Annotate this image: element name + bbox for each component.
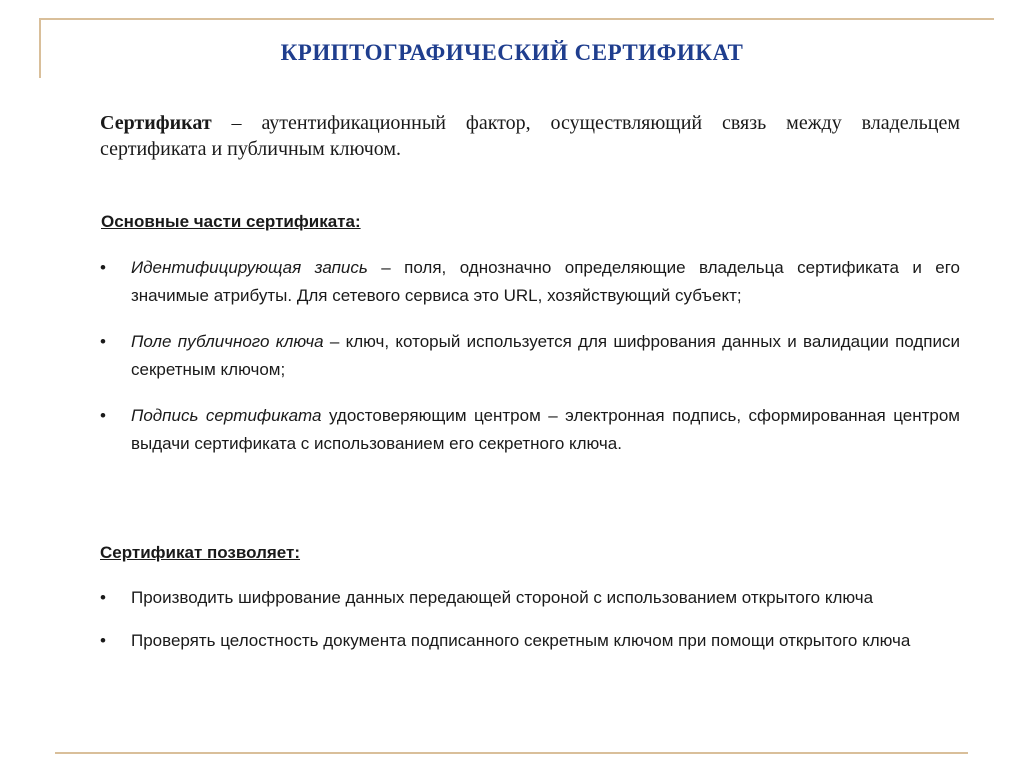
- list-item: [100, 254, 960, 310]
- bottom-rule: [55, 752, 968, 754]
- item-text: Производить шифрование данных передающей стороной с использованием открытого ключа: [131, 588, 874, 607]
- item-term: Поле публичного ключа: [131, 332, 324, 351]
- allows-list: [100, 584, 960, 670]
- parts-list: [100, 254, 960, 476]
- list-item: [100, 328, 960, 384]
- list-item: [100, 627, 960, 655]
- definition-term: Сертификат: [100, 112, 212, 134]
- parts-heading: Основные части сертификата:: [101, 212, 361, 231]
- bullet-icon: •: [100, 258, 106, 277]
- item-text: удостоверяющим центром – электронная подпись, сформированная центром выдачи сертификата с использованием его секретного ключа.: [131, 406, 960, 453]
- item-text: Проверять целостность документа подписанного секретным ключом при помощи открытого ключа: [131, 631, 911, 650]
- slide-title: КРИПТОГРАФИЧЕСКИЙ СЕРТИФИКАТ: [280, 40, 744, 65]
- item-term: Подпись сертификата: [131, 406, 322, 425]
- bullet-icon: •: [100, 631, 106, 650]
- allows-heading: Сертификат позволяет:: [100, 543, 301, 562]
- bullet-icon: •: [100, 332, 106, 351]
- bullet-icon: •: [100, 588, 106, 607]
- item-term: Идентифицирующая запись: [131, 258, 368, 277]
- item-text: – поля, однозначно определяющие владельца сертификата и его значимые атрибуты. Для сетевого сервиса это URL, хозяйствующий субъект;: [131, 258, 961, 305]
- list-item: [100, 584, 960, 612]
- bullet-icon: •: [100, 406, 106, 425]
- definition-text: – аутентификационный фактор, осуществляющий связь между владельцем сертификата и публичным ключом.: [100, 112, 960, 160]
- list-item: [100, 402, 960, 458]
- definition-paragraph: [100, 110, 960, 162]
- top-rule: [39, 18, 994, 20]
- item-text: – ключ, который используется для шифрования данных и валидации подписи секретным ключом;: [131, 332, 960, 379]
